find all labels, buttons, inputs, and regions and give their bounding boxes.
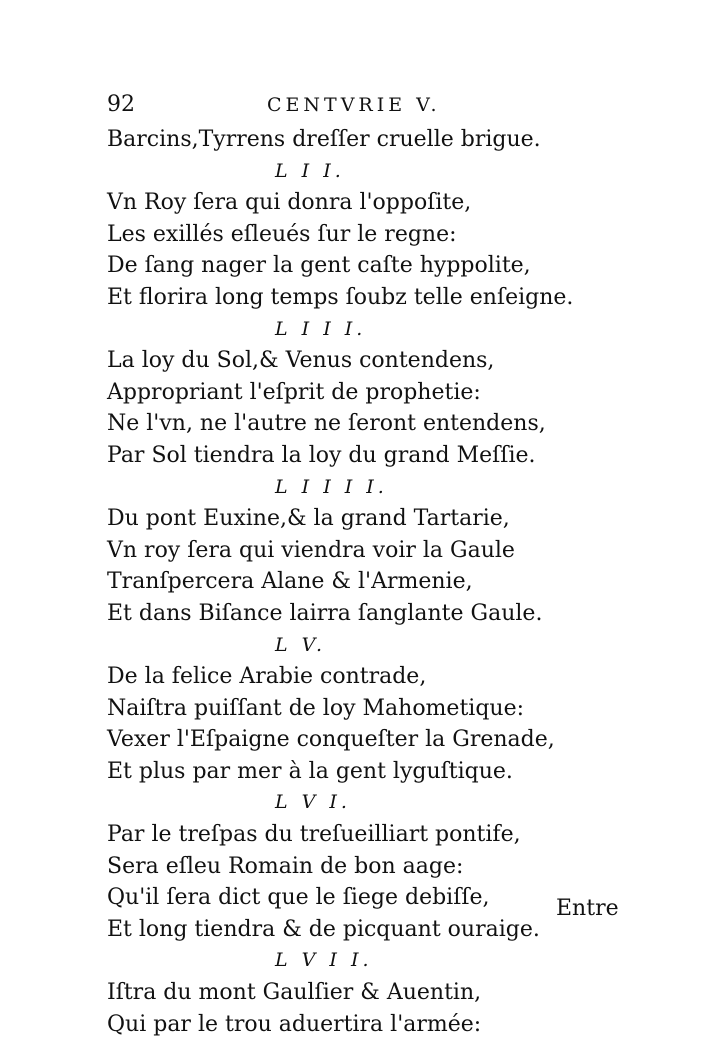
verse-line: De ſang nager la gent caſte hyppolite, bbox=[107, 253, 531, 279]
verse-line: Barcins,Tyrrens dreſſer cruelle brigue. bbox=[107, 127, 541, 152]
verse-line: Et florira long temps ſoubz telle enſeigne. bbox=[107, 284, 574, 310]
quatrain-heading: L V. bbox=[275, 633, 327, 656]
verse-line: Qui par le trou aduertira l'armée: bbox=[107, 1011, 482, 1037]
verse-line: Vn Roy ſera qui donra l'oppoſite, bbox=[107, 190, 472, 216]
running-head: CENTVRIE V. bbox=[267, 94, 441, 116]
verse-line: Naiſtra puiſſant de loy Mahometique: bbox=[107, 695, 525, 721]
catchword: Entre bbox=[556, 896, 619, 921]
verse-line: Et plus par mer à la gent lyguſtique. bbox=[107, 758, 513, 784]
verse-line: Sera eſleu Romain de bon aage: bbox=[107, 853, 464, 879]
quatrain-heading: L I I I I. bbox=[275, 475, 388, 498]
page-number: 92 bbox=[107, 92, 135, 117]
verse-line: Iſtra du mont Gaulſier & Auentin, bbox=[107, 980, 482, 1006]
verse-line: Vn roy ſera qui viendra voir la Gaule bbox=[107, 537, 515, 563]
verse-line: Et dans Biſance lairra ſanglante Gaule. bbox=[107, 600, 543, 626]
verse-line: Appropriant l'eſprit de prophetie: bbox=[107, 379, 481, 405]
verse-line: De la felice Arabie contrade, bbox=[107, 664, 427, 690]
verse-line: Tranſpercera Alane & l'Armenie, bbox=[107, 569, 473, 595]
quatrain-heading: L I I. bbox=[275, 159, 345, 182]
verse-line: Ne l'vn, ne l'autre ne ſeront entendens, bbox=[107, 411, 546, 437]
verse-line: Les exillés eſleués ſur le regne: bbox=[107, 221, 457, 247]
verse-line: La loy du Sol,& Venus contendens, bbox=[107, 348, 495, 374]
quatrain-heading: L V I. bbox=[275, 791, 351, 814]
verse-line: Par Sol tiendra la loy du grand Meſſie. bbox=[107, 442, 536, 468]
verse-line: Qu'il ſera dict que le ſiege debiſſe, bbox=[107, 885, 490, 911]
verse-line: Et long tiendra & de picquant ouraige. bbox=[107, 916, 540, 942]
page-header bbox=[107, 92, 627, 120]
quatrain-heading: L I I I. bbox=[275, 317, 367, 340]
verse-line: Du pont Euxine,& la grand Tartarie, bbox=[107, 506, 510, 532]
quatrain-heading: L V I I. bbox=[275, 949, 373, 972]
verse-line: Par le treſpas du treſueilliart pontife, bbox=[107, 822, 521, 848]
verse-line: Vexer l'Eſpaigne conqueſter la Grenade, bbox=[107, 727, 555, 753]
